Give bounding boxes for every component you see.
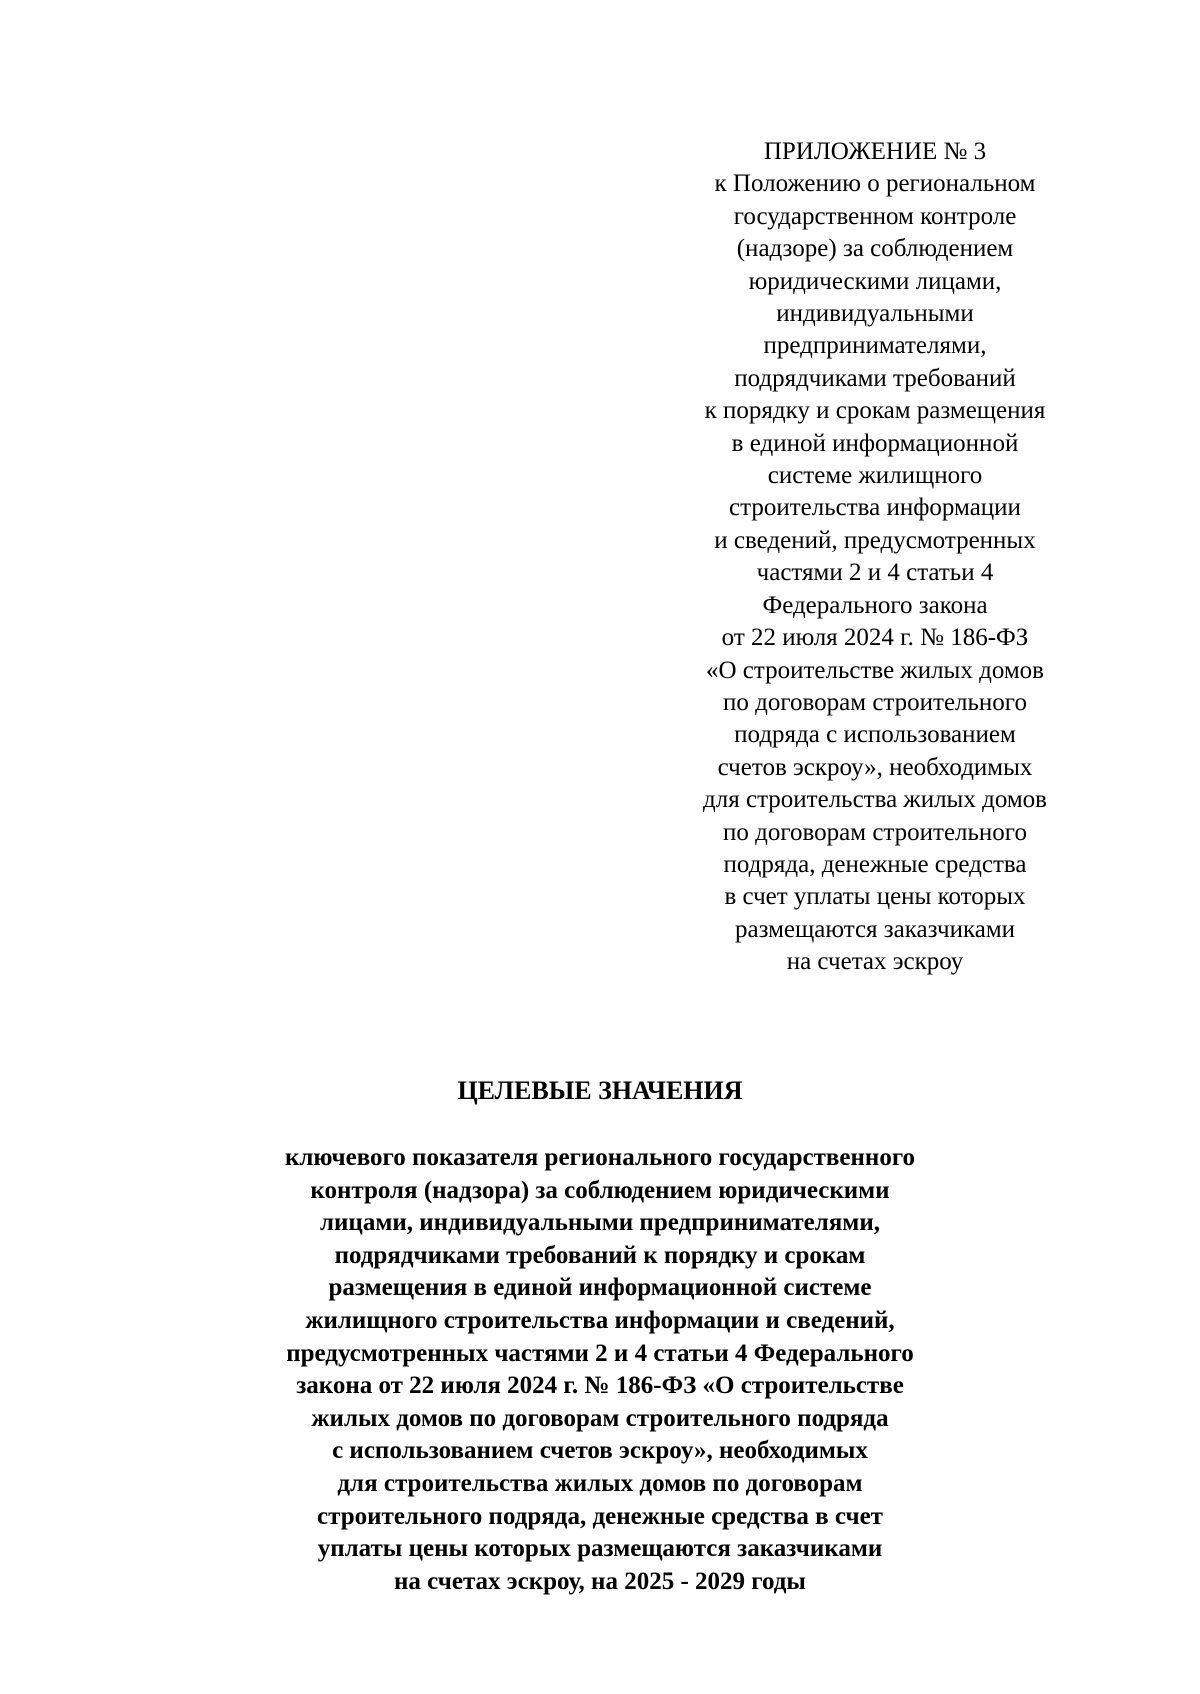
- subtitle-line: размещения в единой информационной системе: [328, 1274, 872, 1302]
- subtitle-line: подрядчиками требований к порядку и срокам: [334, 1241, 866, 1269]
- subtitle-line: строительного подряда, денежные средства в счет: [317, 1502, 883, 1530]
- appendix-line: «О строительстве жилых домов: [706, 656, 1044, 684]
- subtitle-line: закона от 22 июля 2024 г. № 186-ФЗ «О строительстве: [296, 1372, 904, 1400]
- appendix-line: в счет уплаты цены которых: [724, 883, 1026, 911]
- appendix-line: (надзоре) за соблюдением: [736, 235, 1014, 263]
- subtitle-line: на счетах эскроу, на 2025 - 2029 годы: [394, 1567, 806, 1595]
- appendix-line: по договорам строительного: [723, 818, 1027, 846]
- appendix-line: счетов эскроу», необходимых: [717, 753, 1033, 781]
- subtitle-line: для строительства жилых домов по договорам: [337, 1469, 863, 1497]
- appendix-line: подряда, денежные средства: [723, 850, 1027, 878]
- appendix-line: ПРИЛОЖЕНИЕ № 3: [763, 138, 987, 165]
- appendix-line: и сведений, предусмотренных: [714, 526, 1036, 554]
- appendix-line: к порядку и срокам размещения: [704, 397, 1046, 425]
- appendix-line: государственном контроле: [733, 202, 1017, 230]
- appendix-line: размещаются заказчиками: [734, 915, 1016, 943]
- appendix-line: строительства информации: [729, 494, 1021, 522]
- appendix-line: подрядчиками требований: [734, 364, 1016, 392]
- appendix-line: предпринимателями,: [763, 332, 987, 360]
- appendix-line: по договорам строительного: [723, 688, 1027, 716]
- appendix-line: для строительства жилых домов: [703, 786, 1047, 814]
- document-title: ЦЕЛЕВЫЕ ЗНАЧЕНИЯ: [457, 1076, 743, 1105]
- appendix-line: юридическими лицами,: [748, 267, 1002, 295]
- appendix-line: к Положению о региональном: [714, 170, 1036, 198]
- appendix-line: на счетах эскроу: [786, 948, 964, 976]
- appendix-line: от 22 июля 2024 г. № 186-ФЗ: [721, 624, 1029, 652]
- subtitle-line: контроля (надзора) за соблюдением юридическими: [310, 1176, 890, 1204]
- appendix-line: частями 2 и 4 статьи 4: [756, 559, 994, 587]
- appendix-line: в единой информационной: [731, 429, 1019, 457]
- subtitle-line: уплаты цены которых размещаются заказчиками: [317, 1535, 883, 1563]
- appendix-header: [655, 136, 1095, 979]
- appendix-line: индивидуальными: [776, 300, 974, 328]
- appendix-line: системе жилищного: [767, 462, 983, 490]
- document-subtitle: [200, 1142, 1000, 1598]
- subtitle-line: лицами, индивидуальными предпринимателями,: [320, 1209, 880, 1237]
- subtitle-line: с использованием счетов эскроу», необходимых: [332, 1437, 868, 1465]
- subtitle-line: ключевого показателя регионального государственного: [284, 1144, 916, 1171]
- subtitle-line: жилых домов по договорам строительного подряда: [311, 1404, 889, 1432]
- subtitle-line: предусмотренных частями 2 и 4 статьи 4 Федерального: [286, 1339, 914, 1367]
- subtitle-line: жилищного строительства информации и сведений,: [305, 1306, 895, 1334]
- appendix-line: Федерального закона: [762, 591, 988, 619]
- appendix-line: подряда с использованием: [734, 721, 1016, 749]
